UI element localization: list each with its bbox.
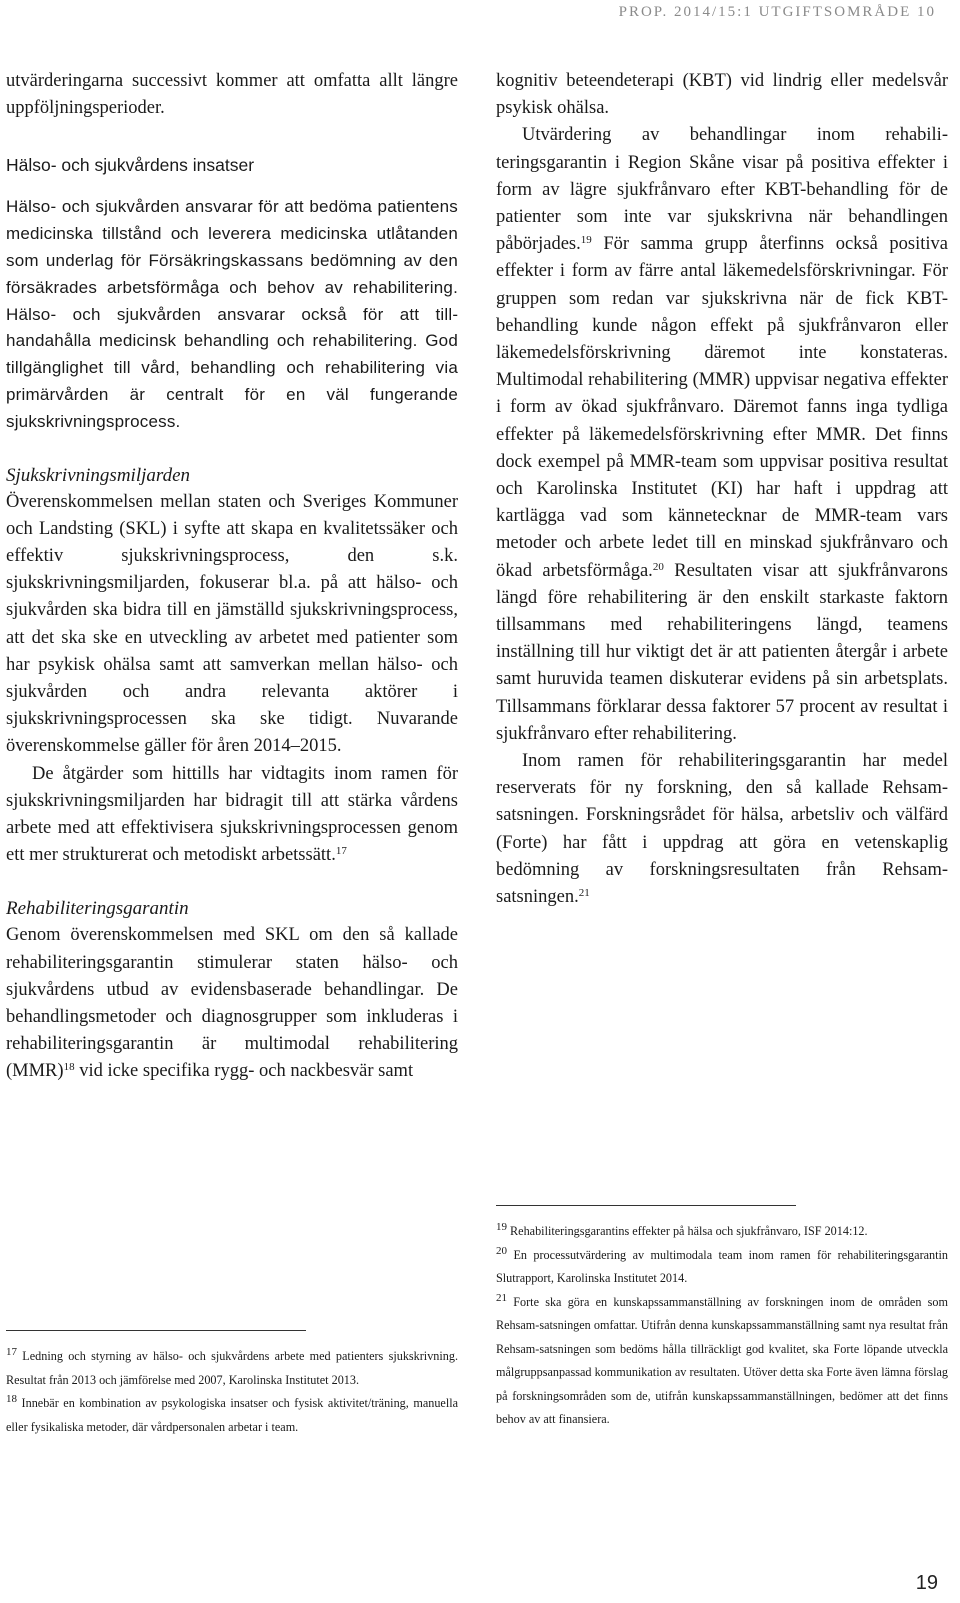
- left-paragraph-4: [6, 761, 458, 870]
- footnote-number: 20: [496, 1244, 507, 1257]
- left-paragraph-3: Överenskommelsen mellan staten och Sveriges Kommuner och Landsting (SKL) i syfte att skapa en kvalitetssäker och effektiv sjukskrivningsprocess, den s.k. sjukskrivningsmiljarden, fokuserar bl.a. på att hälso- och sjukvården ska bidra till en jämställd sjukskrivningsprocess, att det ska ske en utveckling av arbetet med patienter som har psykisk ohälsa samt att samverkan mellan hälso- och sjukvården och andra relevanta aktörer i sjukskrivningsprocessen ska ske tidigt. Nuvarande överenskommelse gäller för åren 2014–2015.: [6, 491, 458, 757]
- footnote-17: [6, 1345, 458, 1392]
- left-paragraph-5-text: Genom överenskommelsen med SKL om den så kallade rehabiliteringsgarantin stimulerar staten hälso- och sjukvårdens utbud av evidensbaserade behandlingar. De behandlingsmetoder och diagnosgrupper som inkluderas i rehabiliteringsgarantin är multimodal rehabilitering (MMR): [6, 925, 458, 1082]
- running-head: PROP. 2014/15:1 UTGIFTSOMRÅDE 10: [618, 4, 936, 20]
- footnote-18: [6, 1392, 458, 1439]
- right-paragraph-2: [496, 122, 948, 748]
- footnote-rule-left: [6, 1330, 306, 1331]
- section-heading-halso: Hälso- och sjukvårdens insatser: [6, 155, 255, 176]
- right-paragraph-2a: Utvärdering av behandlingar inom rehabiliteringsgarantin i Region Skåne visar på positiva effekter i form av lägre sjukfrånvaro efter KBT-behandling för de patienter som inte var sjukskrivna när behandlingen påbörjades.: [496, 125, 948, 255]
- footnote-ref-18: 18: [63, 1061, 75, 1074]
- footnote-number: 21: [496, 1291, 507, 1304]
- footnote-text: Innebär en kombination av psykologiska insatser och fysisk aktivitet/träning, manuella eller fysikaliska metoder, där vårdpersonalen arbetar i team.: [6, 1396, 459, 1434]
- footnote-number: 19: [496, 1221, 507, 1233]
- footnote-ref-21: 21: [578, 887, 590, 900]
- right-paragraph-2b: För samma grupp återfinns också positiva effekter i form av färre antal läkemedelsförskrivningar. För gruppen som redan var sjukskrivna när de fick KBT-behandling kunde någon effekt på sjukfrånvaron eller läkemedelsförskrivning däremot inte konstateras. Multimodal rehabilitering (MMR) uppvisar negativa effekter i form av ökad sjukfrånvaro. Däremot fanns inga tydliga effekter på läkemedelsförskrivning efter MMR. Det finns dock exempel på MMR-team som uppvisar positiva resultat och Karolinska Institutet (KI) har haft i uppdrag att kartlägga vad som kännetecknar de MMR-team vars metoder och arbete ledet till en minskad sjukfrånvaro och ökad arbetsförmåga.: [496, 234, 948, 581]
- footnote-ref-20: 20: [652, 560, 664, 573]
- footnote-19: [496, 1220, 948, 1244]
- left-paragraph-2: Hälso- och sjukvården ansvarar för att bedöma patientens medicinska tillstånd och leverera medicinska utlåtanden som underlag för Försäkringskassans bedömning av den försäkrades arbetsförmåga och behov av rehabilitering. Hälso- och sjukvården ansvarar också för att tillhandahålla medicinsk behandling och rehabilitering. God tillgänglighet till vård, behandling och rehabilitering via primärvården är centralt för en väl fungerande sjukskrivningsprocess.: [6, 197, 458, 431]
- right-paragraph-3-text: Inom ramen för rehabiliteringsgarantin har medel reserverats för ny forskning, den så kallade Rehsam-satsningen. Forskningsrådet för hälsa, arbetsliv och välfärd (Forte) har fått i uppdrag att göra en vetenskaplig bedömning av forskningsresultaten från Rehsam-satsningen.: [496, 751, 948, 908]
- footnote-ref-17: 17: [335, 845, 347, 858]
- left-paragraph-5: [6, 922, 458, 1085]
- right-paragraph-1: kognitiv beteendeterapi (KBT) vid lindrig eller medelsvår psykisk ohälsa.: [496, 71, 948, 119]
- right-paragraph-3: [496, 748, 948, 911]
- subheading-rehabiliteringsgarantin: Rehabiliteringsgarantin: [6, 898, 189, 920]
- left-paragraph-4-text: De åtgärder som hittills har vidtagits inom ramen för sjukskrivningsmiljarden har bidragit till att stärka vårdens arbete med att effektivisera sjukskrivningsprocessen genom ett mer strukturerat och metodiskt arbetssätt.: [6, 763, 458, 866]
- footnote-rule-right: [496, 1205, 796, 1206]
- footnote-text: En processutvärdering av multimodala team inom ramen för rehabiliteringsgarantin Slutrapport, Karolinska Institutet 2014.: [496, 1247, 948, 1285]
- right-column: [496, 68, 948, 911]
- left-paragraph-5-tail: vid icke specifika rygg- och nackbesvär samt: [74, 1061, 414, 1082]
- footnote-text: Rehabiliteringsgarantins effekter på hälsa och sjukfrånvaro, ISF 2014:12.: [510, 1224, 868, 1238]
- footnote-text: Ledning och styrning av hälso- och sjukvårdens arbete med patienters sjukskrivning. Resultat från 2013 och jämförelse med 2007, Karolinska Institutet 2013.: [6, 1349, 459, 1387]
- left-column: [6, 68, 458, 1086]
- page-number: 19: [915, 1572, 938, 1594]
- footnote-ref-19: 19: [580, 234, 592, 247]
- footnotes-left: [6, 1330, 458, 1439]
- footnote-text: Forte ska göra en kunskapssammanställning av forskningen inom de områden som Rehsam-satsningen omfattar. Utifrån denna kunskapssammanställning samt nya resultat från Rehsam-satsningen som bedöms hålla tillräckligt god kvalitet, ska Forte löpande utveckla målgruppsanpassad kommunikation av resultaten. Utöver detta ska Forte även lämna förslag på forskningsområden som de, utifrån kunskapssammanställningen, bedömer att det finns behov av att finansiera.: [496, 1294, 948, 1426]
- footnotes-right: [496, 1205, 948, 1432]
- right-paragraph-2c: Resultaten visar att sjukfrånvarons längd före rehabilitering är den enskilt starkaste faktorn tillsammans med rehabiliteringens längd, teamens inställning till hur viktigt det är att patienten återgår i arbete samt huruvida teamen diskuterar evidens på sin arbetsplats. Tillsammans förklarar dessa faktorer 57 procent av resultat i sjukfrånvaro efter rehabilitering.: [496, 560, 948, 744]
- footnote-number: 18: [6, 1393, 17, 1405]
- subheading-sjukskrivningsmiljarden: Sjukskrivningsmiljarden: [6, 464, 190, 486]
- left-paragraph-1: utvärderingarna successivt kommer att omfatta allt längre uppföljningsperioder.: [6, 71, 458, 119]
- footnote-number: 17: [6, 1346, 17, 1358]
- footnote-21: [496, 1291, 948, 1432]
- footnote-20: [496, 1244, 948, 1291]
